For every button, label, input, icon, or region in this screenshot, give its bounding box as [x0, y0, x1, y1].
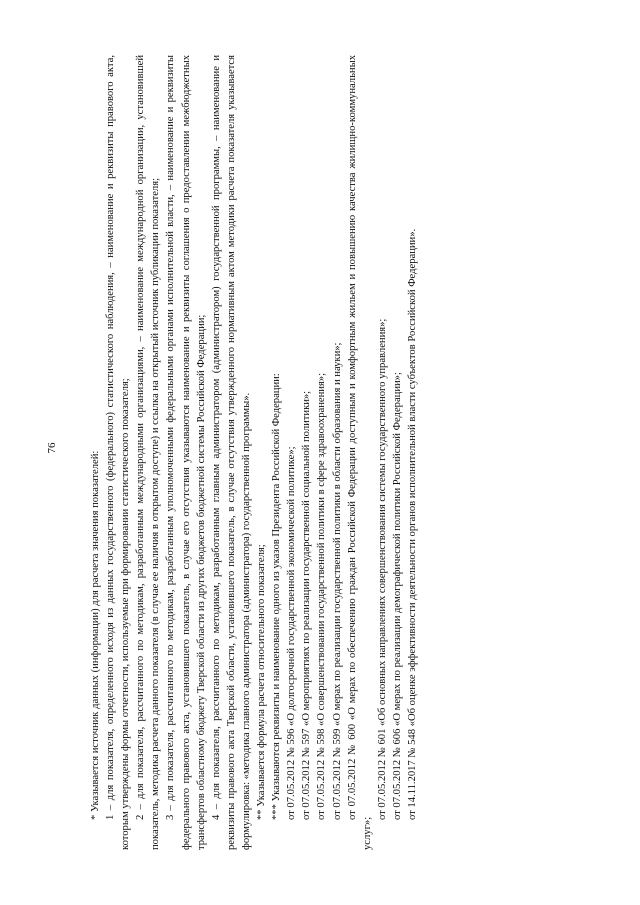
footnote-item-2: 2 – для показателя, рассчитанного по методикам, разработанным международными организациями, – наименование международной организации, установившей показатель, методика расчета данного показателя (в случае ее наличия в открытом доступе) и ссылка на открытый источник публикации показателя; — [135, 55, 162, 850]
decree-598: от 07.05.2012 № 598 «О совершенствовании государственной политики в сфере здравоохранения»; — [316, 372, 328, 820]
footnote-item-1: 1 – для показателя, определенного исходя из данных государственного (федерального) статистического наблюдения, – наименование и реквизиты правового акта, которым утверждены формы отчетности, используемые при формировании статистического показателя; — [105, 55, 132, 850]
footnote-item-3: 3 – для показателя, рассчитанного по методикам, разработанным уполномоченными федеральными органами исполнительной власти, – наименование и реквизиты федерального правового акта, установившего показатель, в случае его отсутствия указываются наименование и реквизиты соглашения о предоставлении межбюджетных трансфертов областному бюджету Тверской области из других бюджетов бюджетной системы Российской Федерации; — [165, 55, 207, 850]
decree-548: от 14.11.2017 № 548 «Об оценке эффективности деятельности органов исполнительной власти субъектов Российской Федерации». — [406, 228, 418, 820]
decree-596: от 07.05.2012 № 596 «О долгосрочной государственной экономической политике»; — [286, 446, 298, 820]
footnotes-block — [88, 55, 558, 850]
page-number: 76 — [46, 442, 58, 454]
footnote-triple-star: *** Указываются реквизиты и наименование одного из указов Президента Российской Федерации: — [271, 373, 283, 820]
decree-599: от 07.05.2012 № 599 «О мерах по реализации государственной политики в области образования и науки»; — [331, 342, 343, 820]
decree-597: от 07.05.2012 № 597 «О мероприятиях по реализации государственной социальной политики»; — [301, 390, 313, 820]
decree-606: от 07.05.2012 № 606 «О мерах по реализации демографической политики Российской Федерации»; — [391, 372, 403, 820]
footnote-item-4: 4 – для показателя, рассчитанного по методикам, разработанным главным администратором (администратором) государственной программы, – наименование и реквизиты правового акта Тверской области, установившего показатель, в случае отсутствия утвержденного нормативным актом методики расчета показателя указывается формулировка: «методика главного администратора (администратора) государственной программы». — [210, 55, 252, 850]
footnote-double-star: ** Указывается формула расчета относительного показателя; — [256, 544, 268, 820]
decree-601: от 07.05.2012 № 601 «Об основных направлениях совершенствования системы государственного управления»; — [376, 318, 388, 820]
footnote-single-star: * Указывается источник данных (информации) для расчета значения показателей: — [90, 450, 101, 820]
decree-600: от 07.05.2012 № 600 «О мерах по обеспечению граждан Российской Федерации доступным и комфортным жильем и повышению качества жилищно-коммунальных услуг»; — [346, 55, 373, 850]
